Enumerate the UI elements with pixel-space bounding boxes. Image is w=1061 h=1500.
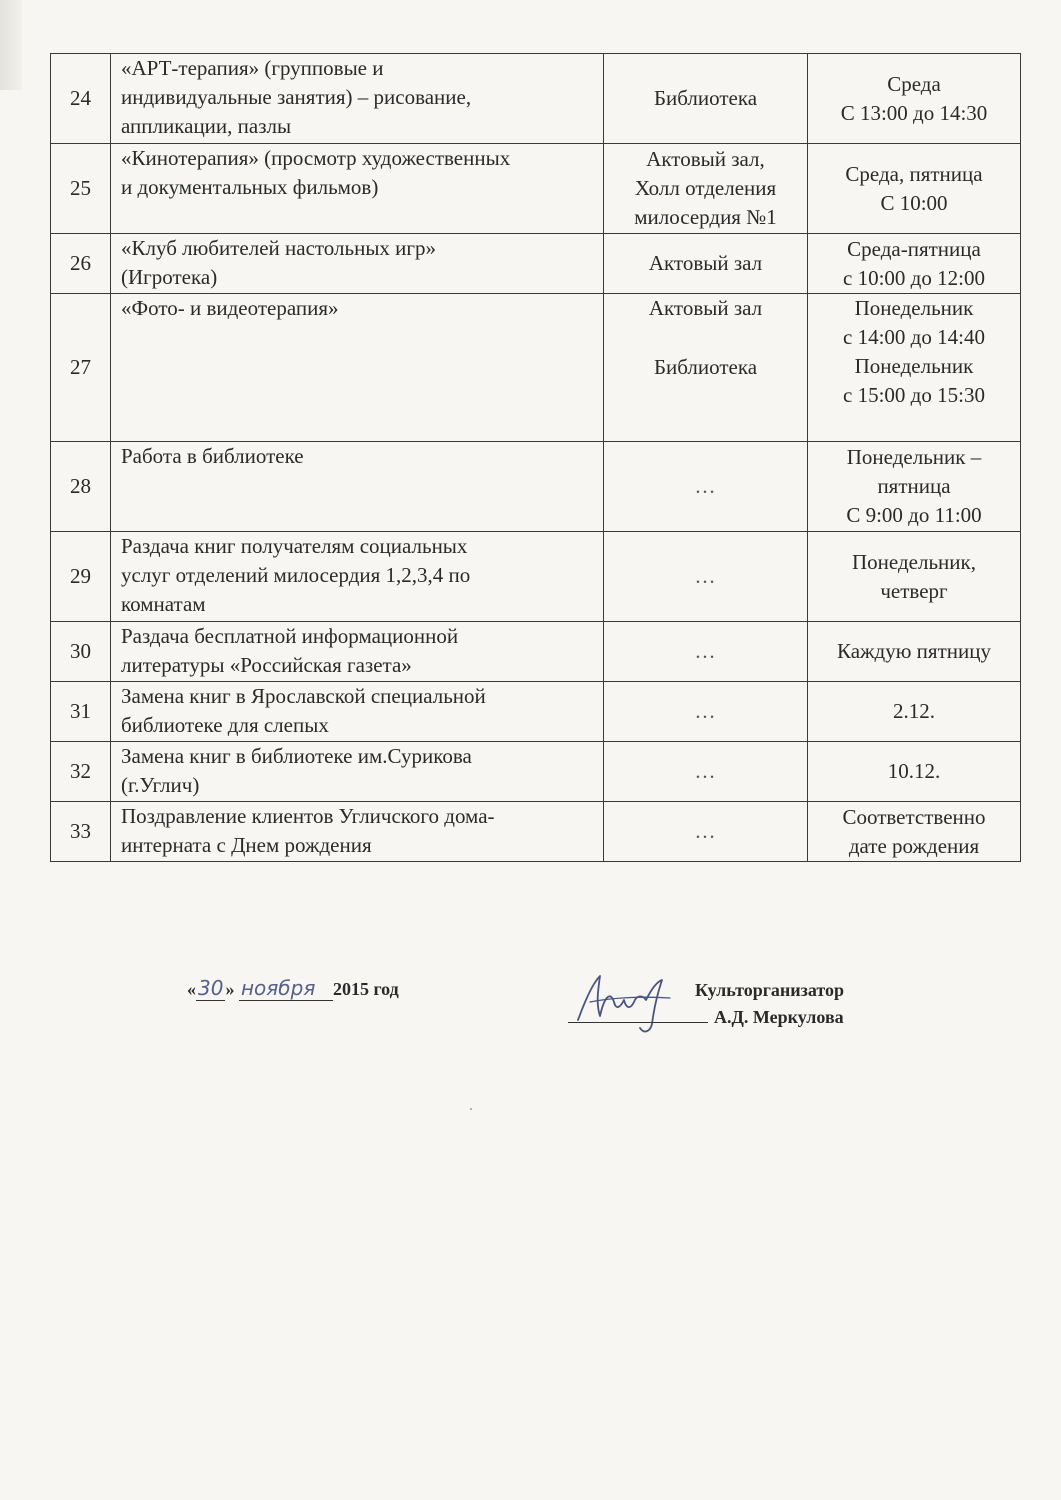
activity-time: Понедельник с 14:00 до 14:40 Понедельник с 15:00 до 15:30 [808, 294, 1021, 442]
date-day: 30 [198, 976, 224, 1000]
activity-name: Замена книг в библиотеке им.Сурикова (г.Углич) [111, 742, 604, 802]
row-number: 28 [51, 442, 111, 532]
row-number: 31 [51, 682, 111, 742]
table-row [51, 742, 1021, 802]
row-number: 30 [51, 622, 111, 682]
activity-name: Работа в библиотеке [111, 442, 604, 532]
activity-time: Понедельник – пятница С 9:00 до 11:00 [808, 442, 1021, 532]
activity-name: Замена книг в Ярославской специальной библиотеке для слепых [111, 682, 604, 742]
table-row [51, 622, 1021, 682]
row-number: 29 [51, 532, 111, 622]
activity-place: … [604, 682, 808, 742]
table-row [51, 442, 1021, 532]
activity-place: … [604, 622, 808, 682]
row-number: 27 [51, 294, 111, 442]
schedule-table [50, 53, 1021, 862]
activity-time: Среда, пятница С 10:00 [808, 144, 1021, 234]
activity-place: … [604, 532, 808, 622]
activity-place: … [604, 442, 808, 532]
activity-name: «Клуб любителей настольных игр» (Игротека) [111, 234, 604, 294]
activity-place: Библиотека [604, 54, 808, 144]
activity-name: «Кинотерапия» (просмотр художественных и документальных фильмов) [111, 144, 604, 234]
activity-time: Среда-пятница с 10:00 до 12:00 [808, 234, 1021, 294]
scan-edge-shadow [0, 0, 22, 90]
signer-name: А.Д. Меркулова [714, 1007, 844, 1027]
activity-name: «Фото- и видеотерапия» [111, 294, 604, 442]
table-row [51, 532, 1021, 622]
activity-time: Каждую пятницу [808, 622, 1021, 682]
date-year: 2015 год [332, 979, 399, 999]
table-row [51, 234, 1021, 294]
scan-speck [470, 1108, 472, 1110]
activity-place: Актовый зал, Холл отделения милосердия №1 [604, 144, 808, 234]
activity-time: 2.12. [808, 682, 1021, 742]
row-number: 32 [51, 742, 111, 802]
row-number: 26 [51, 234, 111, 294]
activity-name: Раздача бесплатной информационной литературы «Российская газета» [111, 622, 604, 682]
signature-line [568, 1004, 708, 1023]
table-row [51, 144, 1021, 234]
activity-place: Актовый зал [604, 234, 808, 294]
activity-name: Поздравление клиентов Угличского дома- интерната с Днем рождения [111, 802, 604, 862]
activity-time: Понедельник, четверг [808, 532, 1021, 622]
row-number: 24 [51, 54, 111, 144]
activity-time: Среда С 13:00 до 14:30 [808, 54, 1021, 144]
activity-time: Соответственно дате рождения [808, 802, 1021, 862]
activity-name: Раздача книг получателям социальных услуг отделений милосердия 1,2,3,4 по комнатам [111, 532, 604, 622]
table-row [51, 294, 1021, 442]
activity-place: … [604, 802, 808, 862]
table-row [51, 682, 1021, 742]
signer-name-line [568, 1004, 844, 1028]
table-row [51, 802, 1021, 862]
activity-name: «АРТ-терапия» (групповые и индивидуальные занятия) – рисование, аппликации, пазлы [111, 54, 604, 144]
activity-place: Актовый зал Библиотека [604, 294, 808, 442]
table-row [51, 54, 1021, 144]
row-number: 33 [51, 802, 111, 862]
row-number: 25 [51, 144, 111, 234]
date-month: ноября [239, 976, 333, 1001]
signer-role: Культорганизатор [695, 980, 845, 1000]
activity-place: … [604, 742, 808, 802]
activity-time: 10.12. [808, 742, 1021, 802]
signing-date: « 30 » ноября 2015 год [187, 976, 399, 1000]
